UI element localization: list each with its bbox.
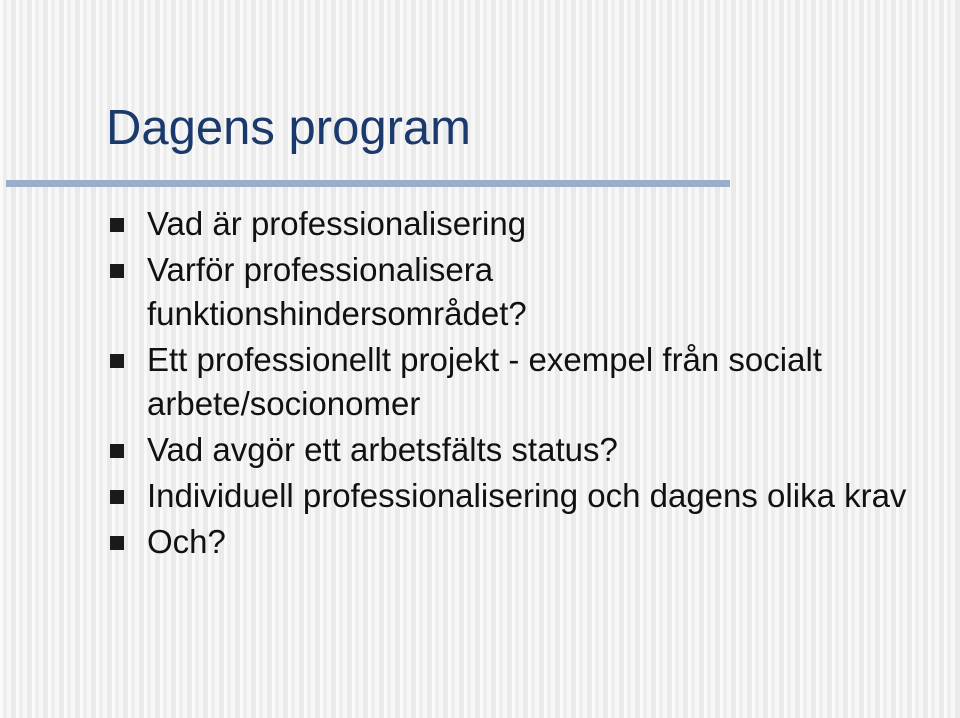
bullet-text: Varför professionalisera funktionshindersområdet? — [147, 251, 527, 332]
title-underline — [6, 180, 730, 187]
square-bullet-icon — [110, 490, 124, 504]
bullet-text: Vad avgör ett arbetsfälts status? — [147, 431, 618, 468]
list-item — [110, 474, 960, 518]
list-item — [110, 202, 940, 246]
square-bullet-icon — [110, 536, 124, 550]
square-bullet-icon — [110, 444, 124, 458]
bullet-text: Ett professionellt projekt - exempel från socialt arbete/socionomer — [147, 341, 822, 422]
list-item — [110, 338, 957, 426]
bullet-text: Individuell professionalisering och dagens olika krav — [147, 477, 907, 514]
slide-title: Dagens program — [106, 101, 471, 155]
square-bullet-icon — [110, 354, 124, 368]
square-bullet-icon — [110, 264, 124, 278]
square-bullet-icon — [110, 218, 124, 232]
bullet-text: Vad är professionalisering — [147, 205, 527, 242]
list-item — [110, 248, 617, 336]
bullet-list — [110, 202, 940, 566]
list-item — [110, 428, 940, 472]
list-item — [110, 520, 940, 564]
bullet-text: Och? — [147, 523, 226, 560]
